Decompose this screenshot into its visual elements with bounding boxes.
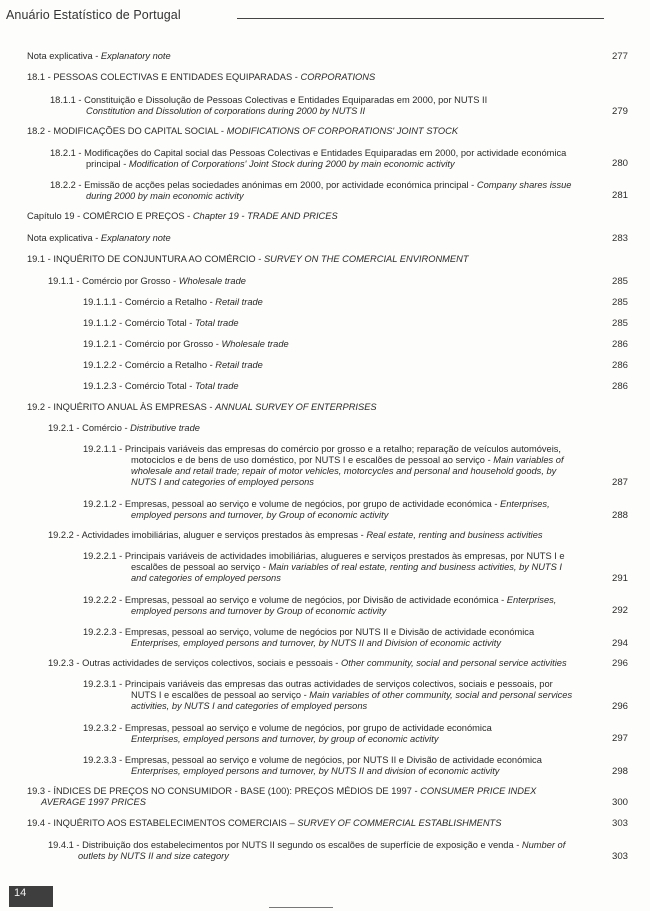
toc-entry: 19.2.1.1 - Principais variáveis das empresas do comércio por grosso e a retalho; reparação de veículos automóveis, motociclos e de bens de uso doméstico, por NUTS I e escalões de pessoal ao serviço - Main variables of wholesale and retail trade; repair of motor vehicles, motorcycles and personal and household goods, by NUTS I and categories of employed persons <box>83 444 564 487</box>
toc-entry: 19.2.2.2 - Empresas, pessoal ao serviço e volume de negócios, por Divisão de actividade económica - Enterprises, employed persons and turnover by Group of economic activity <box>83 595 557 616</box>
toc-page-number: 287 <box>611 477 628 488</box>
toc-page-number: 285 <box>611 276 628 287</box>
toc-page-number: 303 <box>611 851 628 862</box>
toc-page-number: 294 <box>611 638 628 649</box>
toc-page-number: 286 <box>611 381 628 392</box>
toc-page-number: 288 <box>611 510 628 521</box>
toc-page-number: 297 <box>611 733 628 744</box>
toc-page-number: 303 <box>611 818 628 829</box>
footer-page-number: 14 <box>14 887 27 899</box>
toc-entry: 19.2.2.3 - Empresas, pessoal ao serviço, volume de negócios por NUTS II e Divisão de actividade económica Enterprises, employed persons and turnover, by NUTS II and Division of economic activity <box>83 627 535 648</box>
toc-section-heading: 19.1 - INQUÉRITO DE CONJUNTURA AO COMÉRCIO - SURVEY ON THE COMERCIAL ENVIRONMENT <box>27 254 469 264</box>
page-header-title: Anuário Estatístico de Portugal <box>6 8 181 22</box>
footer-rule <box>269 907 333 908</box>
toc-page-number: 296 <box>611 701 628 712</box>
toc-entry: 19.1.2.3 - Comércio Total - Total trade 286 <box>83 381 628 392</box>
toc-subsection-heading: 19.2.3 - Outras actividades de serviços colectivos, sociais e pessoais - Other community, social and personal service activities 296 <box>48 658 628 669</box>
toc-section-heading: 19.2 - INQUÉRITO ANUAL ÀS EMPRESAS - ANNUAL SURVEY OF ENTERPRISES <box>27 402 377 412</box>
toc-section-heading: 18.1 - PESSOAS COLECTIVAS E ENTIDADES EQUIPARADAS - CORPORATIONS <box>27 72 376 82</box>
toc-entry: 19.2.1.2 - Empresas, pessoal ao serviço e volume de negócios, por grupo de actividade económica - Enterprises, employed persons and turnover, by Group of economic activity <box>83 499 550 520</box>
toc-page-number: 281 <box>611 190 628 201</box>
toc-section-heading: 19.3 - ÍNDICES DE PREÇOS NO CONSUMIDOR - BASE (100): PREÇOS MÉDIOS DE 1997 - CONSUMER PRICE INDEX AVERAGE 1997 PRICES <box>27 786 537 807</box>
header-rule <box>237 18 604 19</box>
toc-entry: 18.1.1 - Constituição e Dissolução de Pessoas Colectivas e Entidades Equiparadas em 2000, por NUTS II Constitution and Dissolution of corporations during 2000 by NUTS II <box>50 95 488 116</box>
toc-page-number: 286 <box>611 339 628 350</box>
toc-page-number: 298 <box>611 766 628 777</box>
toc-section-heading: 19.4 - INQUÉRITO AOS ESTABELECIMENTOS COMERCIAIS – SURVEY OF COMMERCIAL ESTABLISHMENTS 303 <box>27 818 628 829</box>
toc-page-number: 283 <box>611 233 628 244</box>
toc-entry: Nota explicativa - Explanatory note 277 <box>27 51 628 62</box>
toc-page-number: 291 <box>611 573 628 584</box>
toc-chapter-heading: Capítulo 19 - COMÉRCIO E PREÇOS - Chapter 19 - TRADE AND PRICES <box>27 211 338 221</box>
toc-subsection-heading: 19.2.1 - Comércio - Distributive trade <box>48 423 200 433</box>
toc-entry: Nota explicativa - Explanatory note 283 <box>27 233 628 244</box>
toc-entry: 19.4.1 - Distribuição dos estabelecimentos por NUTS II segundo os escalões de superfície de exposição e venda - Number of outlets by NUTS II and size category <box>48 840 566 861</box>
toc-entry: 19.2.3.2 - Empresas, pessoal ao serviço e volume de negócios, por grupo de actividade económica Enterprises, employed persons and turnover, by group of economic activity <box>83 723 492 744</box>
toc-page-number: 280 <box>611 158 628 169</box>
toc-entry: 19.2.3.1 - Principais variáveis das empresas das outras actividades de serviços colectivos, sociais e pessoais, por NUTS I e escalões de pessoal ao serviço - Main variables of other community, social and personal services activities, by NUTS I and categories of employed persons <box>83 679 573 711</box>
toc-entry: 18.2.2 - Emissão de acções pelas sociedades anónimas em 2000, por actividade económica principal - Company shares issue during 2000 by main economic activity <box>50 180 572 201</box>
toc-page-number: 296 <box>611 658 628 669</box>
toc-page-number: 285 <box>611 297 628 308</box>
toc-page-number: 286 <box>611 360 628 371</box>
toc-page-number: 300 <box>611 797 628 808</box>
toc-entry: 19.1.1.2 - Comércio Total - Total trade 285 <box>83 318 628 329</box>
toc-entry: 19.1.2.2 - Comércio a Retalho - Retail trade 286 <box>83 360 628 371</box>
toc-entry: 19.2.3.3 - Empresas, pessoal ao serviço e volume de negócios, por NUTS II e Divisão de actividade económica Enterprises, employed persons and turnover, by NUTS II and division of economic activity <box>83 755 542 776</box>
toc-page-number: 292 <box>611 605 628 616</box>
toc-entry: 19.1.1 - Comércio por Grosso - Wholesale trade 285 <box>48 276 628 287</box>
toc-page-number: 285 <box>611 318 628 329</box>
toc-page-number: 277 <box>611 51 628 62</box>
toc-entry: 18.2.1 - Modificações do Capital social das Pessoas Colectivas e Entidades Equiparadas em 2000, por actividade económica principal - Modification of Corporations' Joint Stock during 2000 by main economic activity <box>50 148 567 169</box>
toc-subsection-heading: 19.2.2 - Actividades imobiliárias, aluguer e serviços prestados às empresas - Real estate, renting and business activities <box>48 530 543 540</box>
toc-section-heading: 18.2 - MODIFICAÇÕES DO CAPITAL SOCIAL - MODIFICATIONS OF CORPORATIONS' JOINT STOCK <box>27 126 459 136</box>
toc-entry: 19.1.1.1 - Comércio a Retalho - Retail trade 285 <box>83 297 628 308</box>
toc-entry: 19.2.2.1 - Principais variáveis de actividades imobiliárias, alugueres e serviços prestados às empresas, por NUTS I e escalões de pessoal ao serviço - Main variables of real estate, renting and business activities, by NUTS I and categories of employed persons <box>83 551 565 583</box>
toc-entry: 19.1.2.1 - Comércio por Grosso - Wholesale trade 286 <box>83 339 628 350</box>
toc-page-number: 279 <box>611 106 628 117</box>
